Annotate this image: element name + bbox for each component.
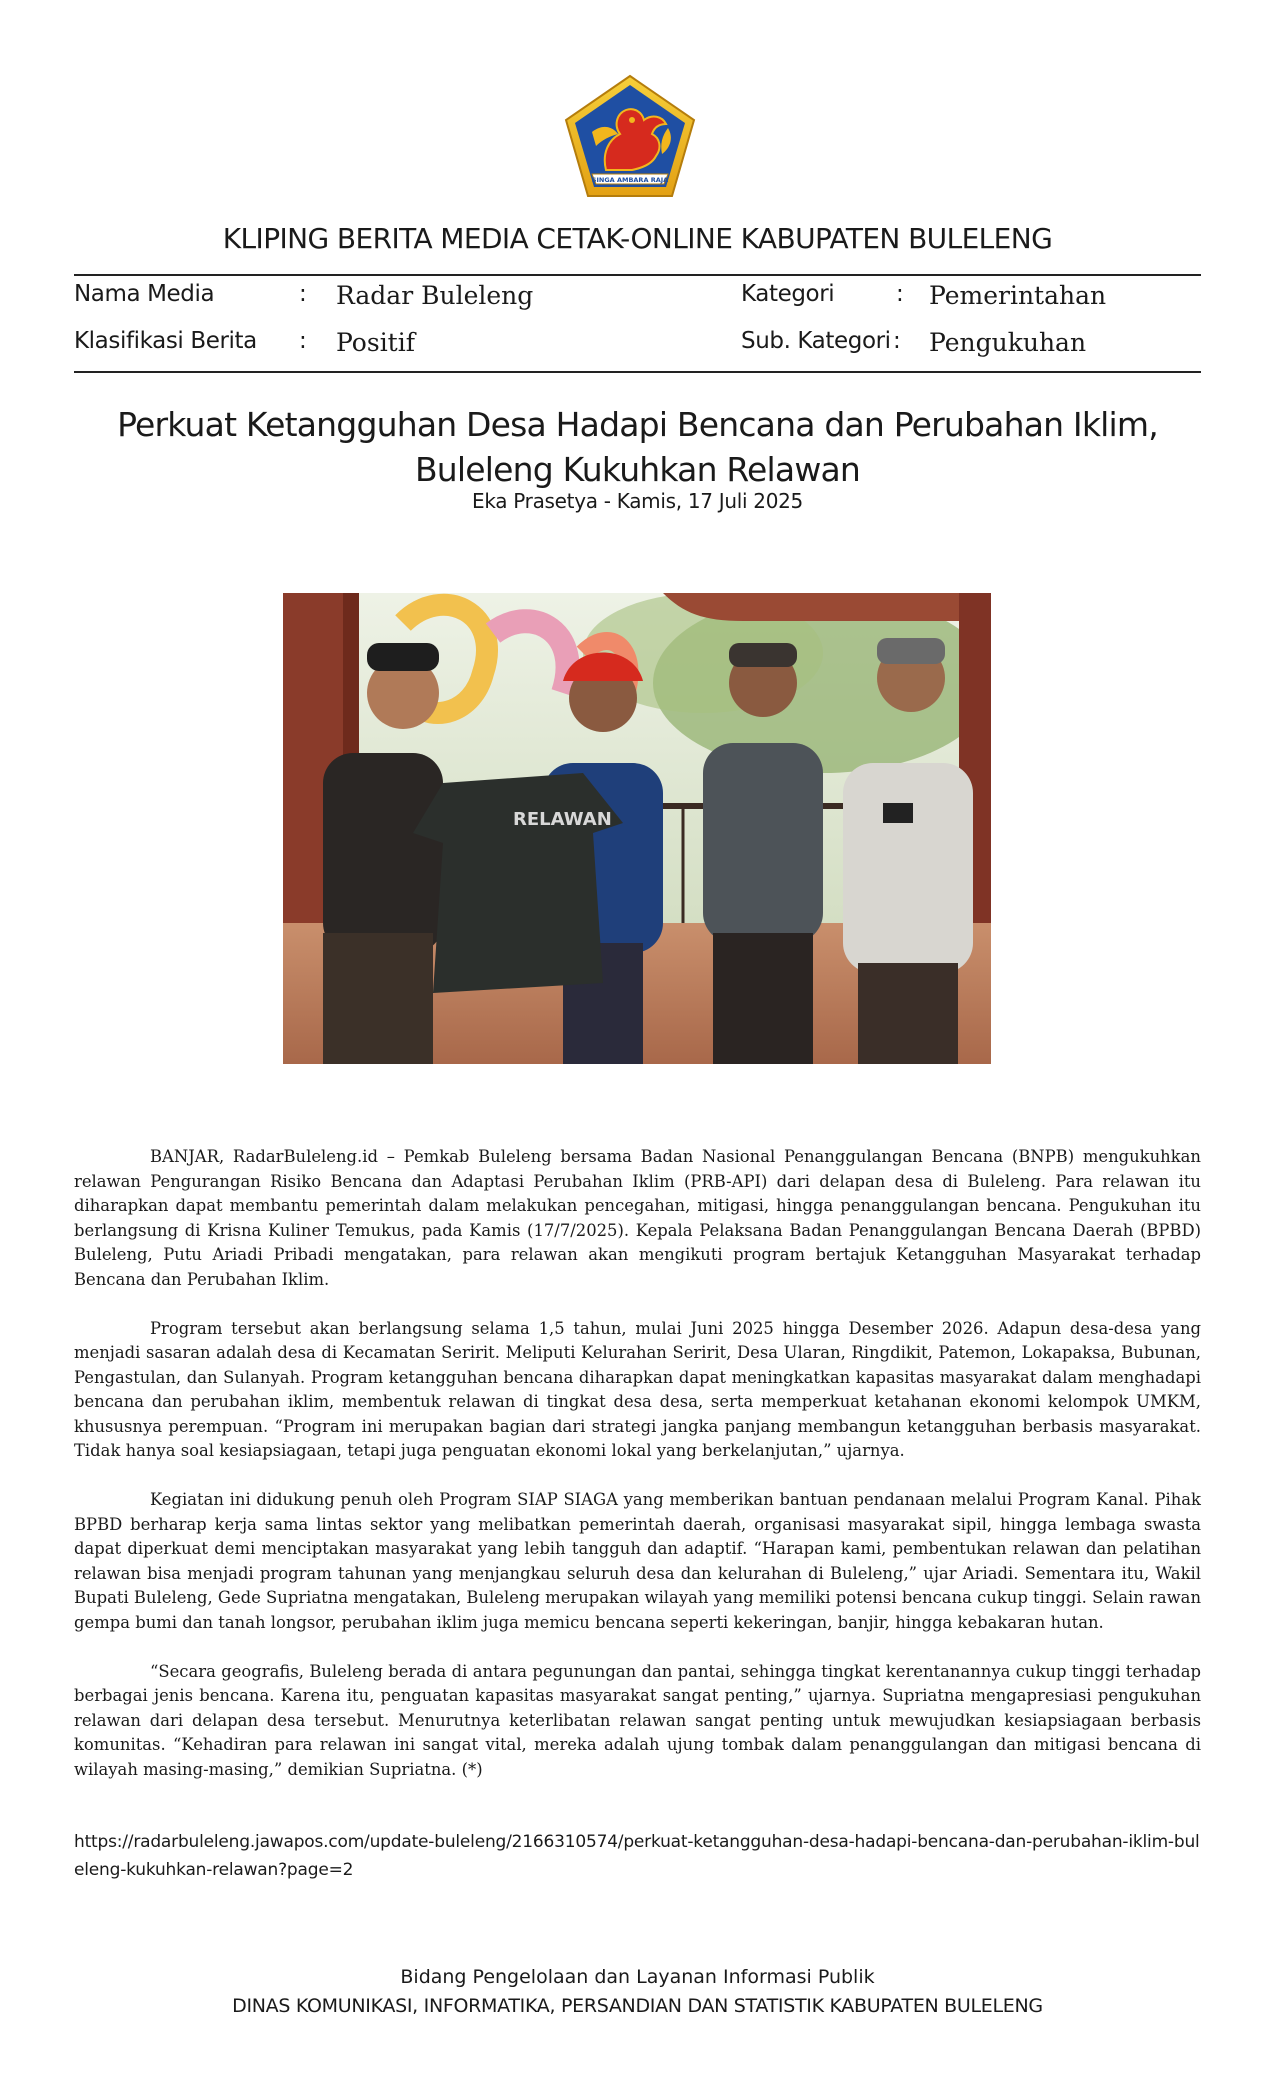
category-label: Kategori [741,281,835,307]
media-colon: : [299,281,307,307]
article-photo [283,593,991,1064]
footer-line-1: Bidang Pengelolaan dan Layanan Informasi Publik [400,1966,875,1988]
article-paragraph-4: “Secara geografis, Buleleng berada di antara pegunungan dan pantai, sehingga tingkat kerentanannya cukup tinggi terhadap berbagai jenis bencana. Karena itu, penguatan kapasitas masyarakat sangat penting,” ujarnya. Supriatna mengapresiasi pengukuhan relawan dari delapan desa tersebut. Menurutnya keterlibatan relawan sangat penting untuk mewujudkan kesiapsiagaan berbasis komunitas. “Kehadiran para relawan ini sangat vital, mereka adalah ujung tombak dalam penanggulangan dan mitigasi bencana di wilayah masing-masing,” demikian Supriatna. (*) [74,1661,1201,1779]
classification-colon: : [299,328,307,354]
source-url-link[interactable]: https://radarbuleleng.jawapos.com/update-buleleng/2166310574/perkuat-ketangguhan-desa-hadapi-bencana-dan-perubahan-iklim-buleleng-kukuhkan-relawan?page=2 [74,1832,1200,1880]
article-paragraph-3: Kegiatan ini didukung penuh oleh Program SIAP SIAGA yang memberikan bantuan pendanaan melalui Program Kanal. Pihak BPBD berharap kerja sama lintas sektor yang melibatkan pemerintah daerah, organisasi masyarakat sipil, hingga lembaga swasta dapat diperkuat demi menciptakan masyarakat yang lebih tangguh dan adaptif. “Harapan kami, pembentukan relawan dan pelatihan relawan bisa menjadi program tahunan yang menjangkau seluruh desa dan kelurahan di Buleleng,” ujar Ariadi. Sementara itu, Wakil Bupati Buleleng, Gede Supriatna mengatakan, Buleleng merupakan wilayah yang memiliki potensi bencana cukup tinggi. Selain rawan gempa bumi dan tanah longsor, perubahan iklim juga memicu bencana seperti kekeringan, banjir, hingga kebakaran hutan. [74,1490,1201,1632]
media-label: Nama Media [74,281,215,307]
media-value: Radar Buleleng [336,281,534,310]
header-bottom-rule [74,371,1201,373]
photo-shirt-text: RELAWAN [513,809,612,830]
article-title-line2: Buleleng Kukuhkan Relawan [414,450,861,489]
article-title [100,402,1175,492]
category-value: Pemerintahan [929,281,1107,310]
classification-value: Positif [336,328,415,357]
article-paragraph-2: Program tersebut akan berlangsung selama 1,5 tahun, mulai Juni 2025 hingga Desember 2026. Adapun desa-desa yang menjadi sasaran adalah desa di Kecamatan Seririt. Meliputi Kelurahan Seririt, Desa Ularan, Ringdikit, Patemon, Lokapaksa, Bubunan, Pengastulan, dan Sulanyah. Program ketangguhan bencana diharapkan dapat meningkatkan kapasitas masyarakat dalam menghadapi bencana dan perubahan iklim, membentuk relawan di tingkat desa desa, serta memperkuat ketahanan ekonomi kelompok UMKM, khususnya perempuan. “Program ini merupakan bagian dari strategi jangka panjang membangun ketangguhan berbasis masyarakat. Tidak hanya soal kesiapsiagaan, tetapi juga penguatan ekonomi lokal yang berkelanjutan,” ujarnya. [74,1318,1201,1460]
article-byline: Eka Prasetya - Kamis, 17 Juli 2025 [471,489,803,513]
classification-label: Klasifikasi Berita [74,328,257,354]
clipping-header-title: KLIPING BERITA MEDIA CETAK-ONLINE KABUPATEN BULELENG [222,222,1053,255]
buleleng-emblem-icon [562,74,698,200]
header-top-rule [74,274,1201,276]
subcategory-label: Sub. Kategori [741,328,891,354]
emblem-motto: SINGA AMBARA RAJA [591,176,669,184]
subcategory-colon: : [893,328,901,354]
article-body [74,1145,1201,1807]
footer-line-2: DINAS KOMUNIKASI, INFORMATIKA, PERSANDIAN DAN STATISTIK KABUPATEN BULELENG [232,1995,1043,2017]
article-title-line1: Perkuat Ketangguhan Desa Hadapi Bencana dan Perubahan Iklim, [117,405,1158,444]
subcategory-value: Pengukuhan [929,328,1087,357]
category-colon: : [896,281,904,307]
article-paragraph-1: BANJAR, RadarBuleleng.id – Pemkab Buleleng bersama Badan Nasional Penanggulangan Bencana (BNPB) mengukuhkan relawan Pengurangan Risiko Bencana dan Adaptasi Perubahan Iklim (PRB-API) dari delapan desa di Buleleng. Para relawan itu diharapkan dapat membantu pemerintah dalam melakukan pencegahan, mitigasi, hingga penanggulangan bencana. Pengukuhan itu berlangsung di Krisna Kuliner Temukus, pada Kamis (17/7/2025). Kepala Pelaksana Badan Penanggulangan Bencana Daerah (BPBD) Buleleng, Putu Ariadi Pribadi mengatakan, para relawan akan mengikuti program bertajuk Ketangguhan Masyarakat terhadap Bencana dan Perubahan Iklim. [74,1147,1201,1289]
